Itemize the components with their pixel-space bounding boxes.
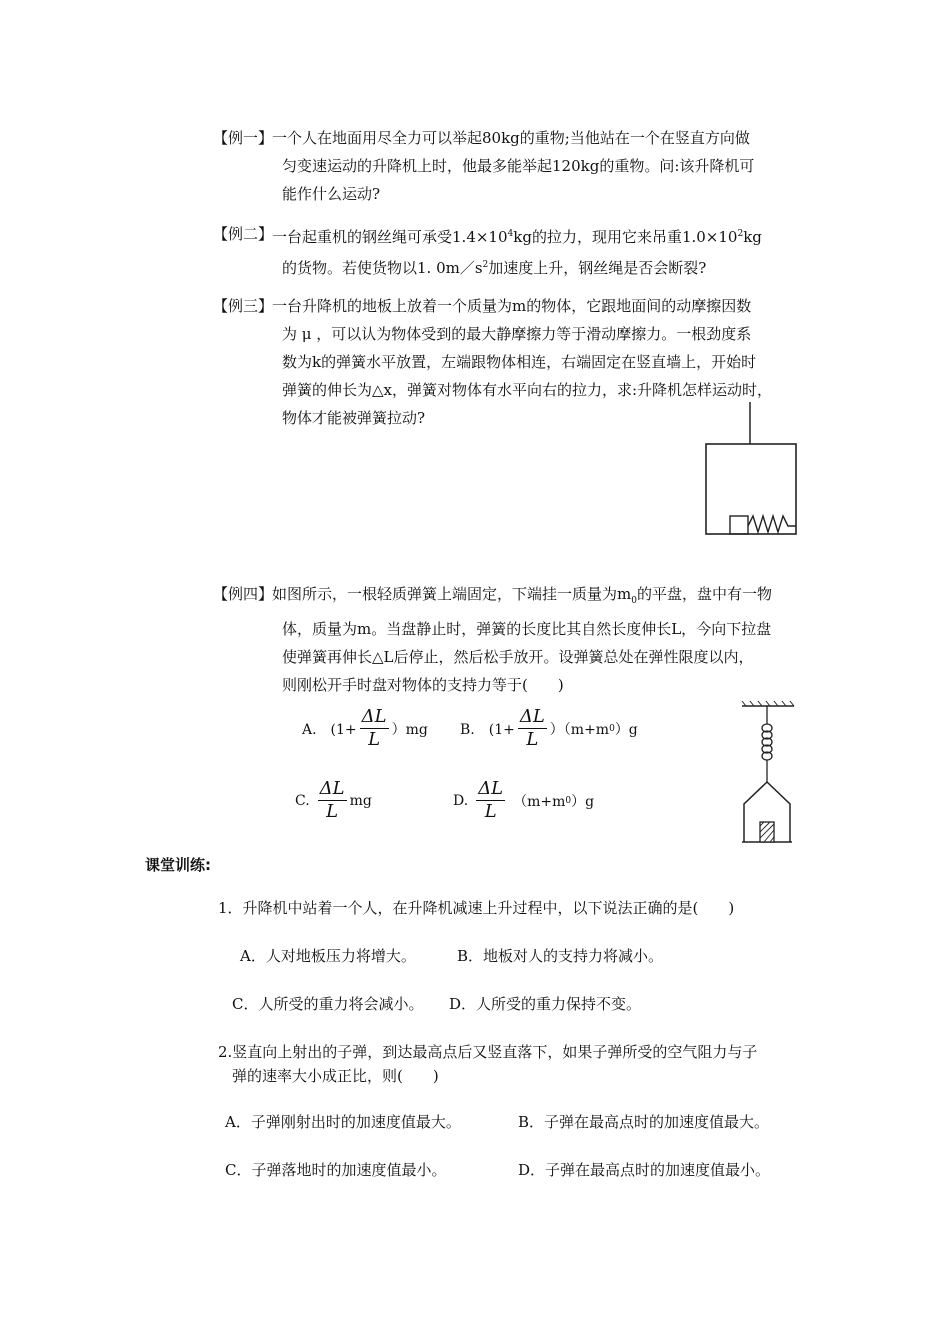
ex1-line: 一个人在地面用尽全力可以举起80kg的重物;当他站在一个在竖直方向做 xyxy=(272,129,750,147)
ex2-line-2 xyxy=(282,251,762,282)
fraction-numerator: ΔL xyxy=(361,706,387,727)
ex4-option-b xyxy=(460,706,638,751)
ex4-line: 使弹簧再伸长△L后停止，然后松手放开。设弹簧总处在弹性限度以内， xyxy=(282,648,754,666)
fraction-numerator: ΔL xyxy=(319,778,345,799)
q2-option-d: D．子弹在最高点时的加速度值最小。 xyxy=(518,1161,771,1179)
option-text: C. xyxy=(295,792,310,809)
ex4-option-d xyxy=(453,778,594,823)
fraction-denominator: L xyxy=(526,729,539,750)
ex4-option-a xyxy=(302,706,428,751)
option-text: （m+m xyxy=(513,793,566,810)
option-text: ）g xyxy=(571,793,595,810)
training-title: 课堂训练: xyxy=(145,856,211,874)
ex3-line: 物体才能被弹簧拉动? xyxy=(282,409,426,427)
ex3-body xyxy=(272,292,772,432)
option-text: D. xyxy=(453,792,469,809)
ex4-subscript: 0 xyxy=(631,596,637,606)
fraction xyxy=(360,706,389,751)
option-subscript: 0 xyxy=(565,795,572,806)
option-text: ）mg xyxy=(391,721,428,738)
option-text: A. (1+ xyxy=(302,721,357,738)
ex4-line: 则刚松开手时盘对物体的支持力等于( ) xyxy=(282,676,564,694)
ex3-line: 为 μ ，可以认为物体受到的最大静摩擦力等于滑动摩擦力。一根劲度系 xyxy=(282,325,752,343)
ex1-body xyxy=(272,124,754,208)
ex2-text: 的货物。若使货物以1. 0m／s xyxy=(282,259,483,277)
fraction-denominator: L xyxy=(368,729,381,750)
ex4-text: 的平盘，盘中有一物 xyxy=(636,585,772,603)
ex4-line: 体，质量为m。当盘静止时，弹簧的长度比其自然长度伸长L，今向下拉盘 xyxy=(282,620,772,638)
ex2-text: 加速度上升，钢丝绳是否会断裂? xyxy=(488,259,707,277)
fraction xyxy=(518,706,547,751)
ex2-text: kg xyxy=(743,228,762,246)
q1-option-c: C．人所受的重力将会减小。 xyxy=(232,995,424,1013)
fraction-numerator: ΔL xyxy=(519,706,545,727)
ex4-option-c xyxy=(295,778,372,823)
fraction-denominator: L xyxy=(326,801,339,822)
ex1-line: 能作什么运动? xyxy=(282,185,381,203)
elevator-diagram xyxy=(700,402,805,537)
option-text: ）（m+m xyxy=(549,721,610,738)
ex3-line: 数为k的弹簧水平放置，左端跟物体相连，右端固定在竖直墙上，开始时 xyxy=(282,353,757,371)
fraction-numerator: ΔL xyxy=(478,778,504,799)
ex2-line-1 xyxy=(272,220,762,251)
option-subscript: 0 xyxy=(609,723,615,734)
ex4-line-1 xyxy=(272,580,772,615)
q1-option-a: A．人对地板压力将增大。 xyxy=(240,947,416,965)
q1-option-b: B．地板对人的支持力将减小。 xyxy=(457,947,664,965)
ex3-line: 弹簧的伸长为△x，弹簧对物体有水平向右的拉力，求:升降机怎样运动时， xyxy=(282,381,773,399)
ex2-text: 一台起重机的钢丝绳可承受1.4×10 xyxy=(272,228,508,246)
ex4-text: 如图所示，一根轻质弹簧上端固定，下端挂一质量为m xyxy=(272,585,632,603)
fraction-denominator: L xyxy=(484,801,497,822)
fraction xyxy=(318,778,347,823)
ex2-text: kg的拉力，现用它来吊重1.0×10 xyxy=(513,228,738,246)
option-text: B. (1+ xyxy=(460,721,515,738)
ex2-body xyxy=(272,220,762,282)
ex1-label: 【例一】 xyxy=(213,129,274,147)
q1-stem: 1．升降机中站着一个人，在升降机减速上升过程中，以下说法正确的是( ) xyxy=(218,899,735,917)
option-text: ）g xyxy=(614,721,638,738)
ex2-exponent: 2 xyxy=(482,260,489,270)
q2-option-b: B．子弹在最高点时的加速度值最大。 xyxy=(518,1113,770,1131)
ex4-label: 【例四】 xyxy=(213,585,274,603)
q2-option-c: C．子弹落地时的加速度值最小。 xyxy=(225,1161,447,1179)
ex2-exponent: 2 xyxy=(737,229,744,239)
q2-stem-line-1: 2.竖直向上射出的子弹，到达最高点后又竖直落下，如果子弹所受的空气阻力与子 xyxy=(218,1043,758,1061)
ex1-line: 匀变速运动的升降机上时，他最多能举起120kg的重物。问:该升降机可 xyxy=(282,157,755,175)
option-text: mg xyxy=(349,792,372,809)
ex2-label: 【例二】 xyxy=(213,225,274,243)
q2-option-a: A．子弹刚射出时的加速度值最大。 xyxy=(225,1113,461,1131)
ex3-line: 一台升降机的地板上放着一个质量为m的物体，它跟地面间的动摩擦因数 xyxy=(272,297,752,315)
ex4-body xyxy=(272,580,772,699)
q1-option-d: D．人所受的重力保持不变。 xyxy=(449,995,642,1013)
spring-pan-diagram xyxy=(738,700,798,846)
ex3-label: 【例三】 xyxy=(213,297,274,315)
q2-stem-line-2: 弹的速率大小成正比，则( ) xyxy=(232,1067,439,1085)
ex2-exponent: 4 xyxy=(507,229,514,239)
fraction xyxy=(476,778,505,823)
